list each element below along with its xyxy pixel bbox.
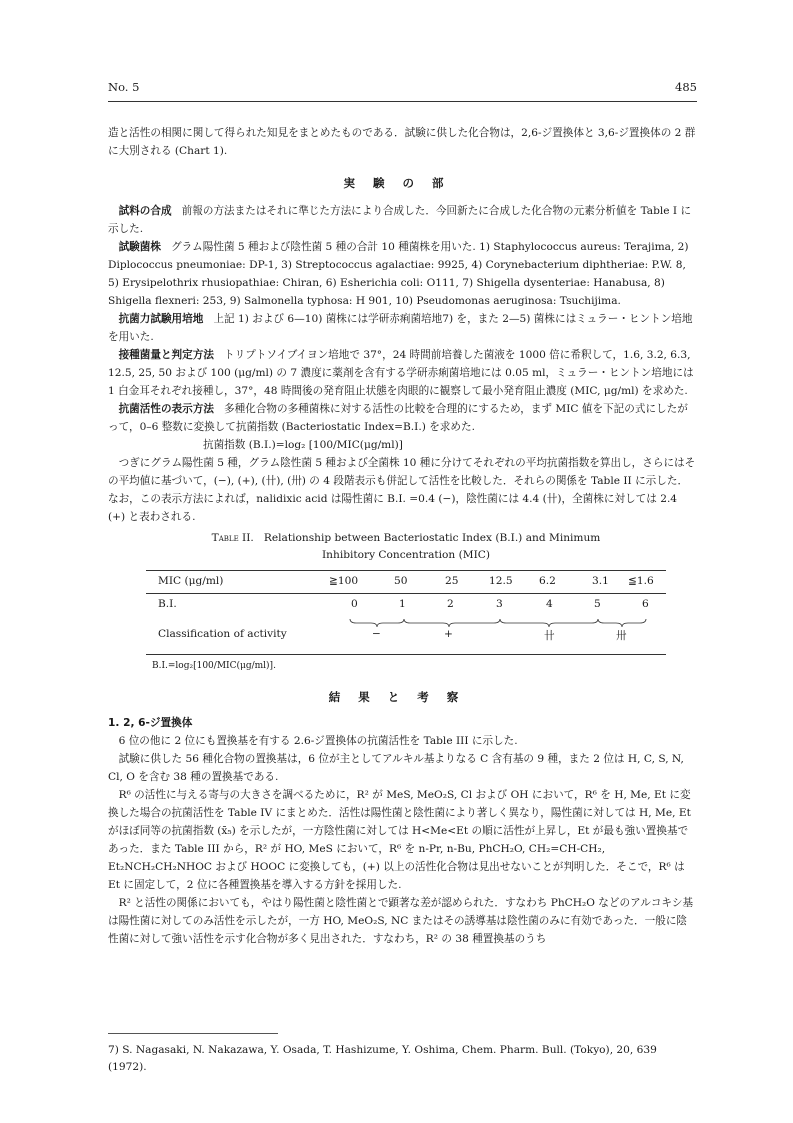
results-block [108,688,697,948]
paragraph-head: 試料の合成 [118,205,172,217]
brace-group [146,618,666,628]
table-label: Table II. [211,532,254,544]
results-paragraph: R² と活性の関係においても，やはり陽性菌と陰性菌とで顕著な差が認められた．すなわち PhCH₂O などのアルコキシ基は陽性菌に対してのみ活性を示したが，一方 HO, MeO₂S, NC またはその誘導基は陰性菌のみに有効であった．一般に陰性菌に対して強い活性を示す化合物が多く見出された．すなわち，R² の 38 種置換基のうち [108,897,694,945]
header-rule [108,101,697,102]
issue-number: No. 5 [108,80,140,94]
running-header [108,80,697,94]
mic-cell: 3.1 [592,575,609,587]
paragraph-head: 抗菌活性の表示方法 [118,403,214,415]
footnote: 7) S. Nagasaki, N. Nakazawa, Y. Osada, T. Hashizume, Y. Oshima, Chem. Pharm. Bull. (Tokyo), 20, 639 (1972). [108,1044,657,1073]
mic-cell: 25 [445,575,459,587]
paragraph-text: 多種化合物の多種菌株に対する活性の比較を合理的にするため，まず MIC 値を下記の式にしたがって，0–6 整数に変換して抗菌指数 (Bacteriostatic Index=B.I.) を求めた. [108,403,688,433]
results-paragraph: 6 位の他に 2 位にも置換基を有する 2.6-ジ置換体の抗菌活性を Table III に示した. [118,735,518,747]
mic-cell: ≧100 [329,575,359,587]
mic-cell: 50 [394,575,408,587]
bi-cell: 0 [351,598,358,610]
upper-text-block [108,124,697,526]
bi-cell: 6 [642,598,649,610]
mic-cell: 12.5 [489,575,513,587]
results-paragraph: 試験に供した 56 種化合物の置換基は，6 位が主としてアルキル基よりなる C 含有基の 9 種，また 2 位は H, C, S, N, Cl, O を含む 38 種の置換基である. [108,753,684,783]
bi-row [146,594,666,618]
class-cell: 卅 [616,630,627,642]
bi-cell: 1 [399,598,406,610]
experimental-heading: 実験の部 [343,176,462,190]
experimental-paragraph [108,202,697,238]
experimental-paragraph [108,400,697,436]
table-ii [146,530,666,671]
paragraph-head: 試験菌株 [118,241,161,253]
mic-cell: 6.2 [539,575,556,587]
mic-row [146,571,666,593]
paragraph-head: 抗菌力試験用培地 [118,313,204,325]
results-paragraph: R⁶ の活性に与える寄与の大きさを調べるために，R² が MeS, MeO₂S, Cl および OH において，R⁶ を H, Me, Et に変換した場合の抗菌活性を Table IV にまとめた．活性は陽性菌と陰性菌により著しく異なり，陽性菌に対しては H, Me, Et がほぼ同等の抗菌指数 (x̄₅) を示したが，一方陰性菌に対しては H<Me<Et の順に活性が上昇し，Et が最も強い置換基であった．また Table III から，R² が HO, MeS において，R⁶ を n-Pr, n-Bu, PhCH₂O, CH₂=CH-CH₂, Et₂NCH₂CH₂NHOC および HOOC に変換しても，(+) 以上の活性化合物は見出せないことが判明した．そこで，R⁶ は Et に固定して，2 位に各種置換基を導入する方針を採用した. [108,789,691,891]
paragraph-text: 上記 1) および 6—10) 菌株には学研赤痢菌培地7) を，また 2—5) 菌株にはミュラー・ヒントン培地を用いた. [108,313,693,343]
bi-formula: 抗菌指数 (B.I.)=log₂ [100/MIC(μg/ml)] [203,439,403,451]
grouping-brace [404,619,500,627]
experimental-paragraph [108,310,697,346]
class-cell: − [372,628,381,640]
grouping-brace [350,619,404,627]
table-note: B.I.=log₂[100/MIC(μg/ml)]. [152,661,276,671]
bi-cell: 4 [546,598,553,610]
bi-cell: 5 [594,598,601,610]
table-caption [146,530,666,564]
table-caption-line2: Inhibitory Concentration (MIC) [321,549,491,561]
grouping-brace [598,619,646,627]
class-cell: 卄 [544,630,555,642]
results-subheading: 1. 2, 6-ジ置換体 [108,717,193,729]
bi-cell: 2 [447,598,454,610]
experimental-paragraph [108,238,697,310]
mic-cell: ≦1.6 [628,575,654,587]
after-formula-paragraph: つぎにグラム陽性菌 5 種，グラム陰性菌 5 種および全菌株 10 種に分けてそれぞれの平均抗菌指数を算出し，さらにはその平均値に基づいて，(−), (+), (卄), (卅) の 4 段階表示も併記して活性を比較した．それらの関係を Table II に示した．なお，この表示方法によれば，nalidixic acid は陽性菌に B.I. =0.4 (−)，陰性菌には 4.4 (卄)，全菌株に対しては 2.4 (+) と表わされる. [108,457,696,523]
results-heading: 結果と考察 [328,690,477,704]
table-caption-line1: Relationship between Bacteriostatic Index (B.I.) and Minimum [263,532,601,544]
paragraph-text: トリプトソイブイヨン培地で 37°，24 時間前培養した菌液を 1000 倍に希釈して，1.6, 3.2, 6.3, 12.5, 25, 50 および 100 (μg/ml) の 7 濃度に薬剤を含有する学研赤痢菌培地には 0.05 ml，ミュラー・ヒントン培地には 1 白金耳それぞれ接種し，37°，48 時間後の発育阻止状態を肉眼的に観察して最小発育阻止濃度 (MIC, μg/ml) を求めた. [108,349,694,397]
grouping-brace [500,619,598,627]
bi-header: B.I. [158,598,177,610]
footnote-rule [108,1033,278,1034]
paragraph-text: 前報の方法またはそれに準じた方法により合成した．今回新たに合成した化合物の元素分析値を Table I に示した. [108,205,692,235]
class-row [146,628,666,650]
class-header: Classification of activity [158,628,287,640]
table-bottom-rule [146,654,666,655]
bi-cell: 3 [496,598,503,610]
paragraph-head: 接種菌量と判定方法 [118,349,214,361]
page-number: 485 [675,80,697,94]
mic-header: MIC (μg/ml) [158,575,224,587]
paragraph-text: グラム陽性菌 5 種および陰性菌 5 種の合計 10 種菌株を用いた. 1) Staphylococcus aureus: Terajima, 2) Diplococcus pneumoniae: DP-1, 3) Streptococcus agalactiae: 9925, 4) Corynebacterium diphtheriae: P.W. 8, 5) Erysipelothrix rhusiopathiae: Chiran, 6) Esherichia coli: O111, 7) Shigella dysenteriae: Hanabusa, 8) Shigella flexneri: 253, 9) Salmonella typhosa: H 901, 10) Pseudomonas aeruginosa: Tsuchijima. [108,241,689,307]
experimental-paragraph [108,346,697,400]
intro-paragraph: 造と活性の相関に関して得られた知見をまとめたものである．試験に供した化合物は，2,6-ジ置換体と 3,6-ジ置換体の 2 群に大別される (Chart 1). [108,127,696,157]
class-cell: + [444,628,453,640]
